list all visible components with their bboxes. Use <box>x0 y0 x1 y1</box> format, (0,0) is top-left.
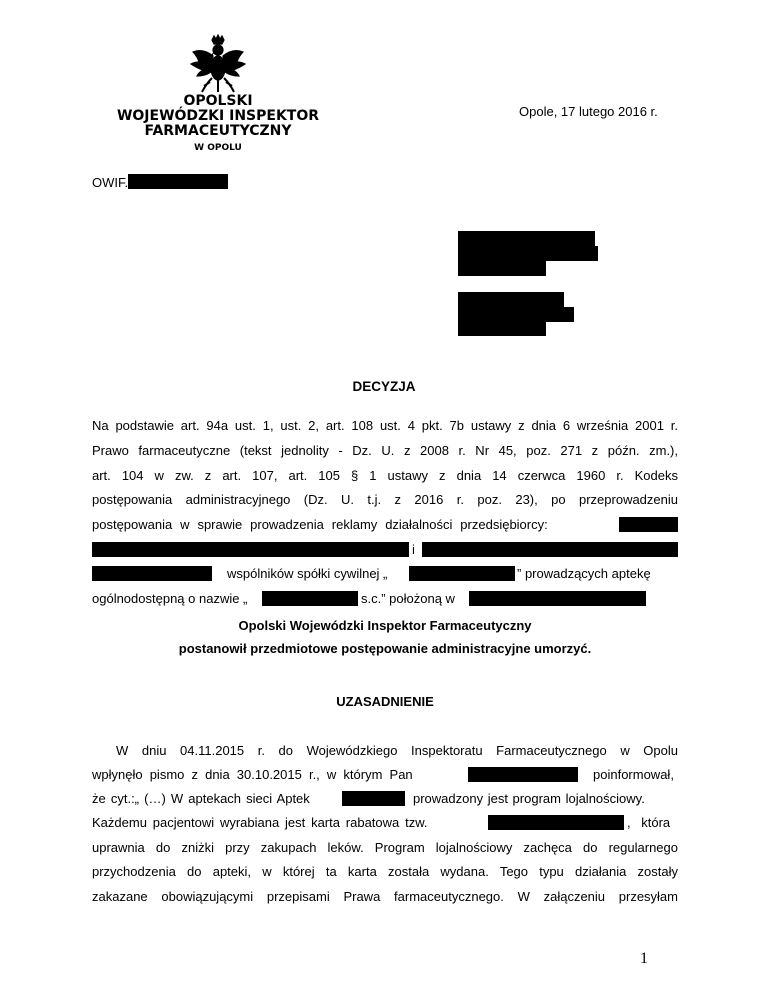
basis-line-5-text: postępowania w sprawie prowadzenia reklamy działalności przedsiębiorcy: <box>92 517 548 532</box>
redaction-block <box>422 542 678 557</box>
justification-line-2a: wpłynęło pismo z dnia 30.10.2015 r., w którym Pan <box>92 767 413 782</box>
justification-title: UZASADNIENIE <box>336 694 434 709</box>
basis-line-7a: wspólników spółki cywilnej „ <box>227 566 388 581</box>
org-name-line1: OPOLSKI <box>183 93 253 109</box>
justification-line-2b: poinformował, <box>593 767 674 782</box>
redaction-block <box>488 815 624 830</box>
redaction-block <box>92 542 409 557</box>
basis-line-3: art. 104 w zw. z art. 107, art. 105 § 1 ustawy z dnia 14 czerwca 1960 r. Kodeks <box>92 468 678 483</box>
justification-line-6: przychodzenia do apteki, w której ta karta została wydana. Tego typu działania zostały <box>92 864 678 879</box>
redaction-block <box>458 246 598 261</box>
justification-line-1: W dniu 04.11.2015 r. do Wojewódzkiego Inspektoratu Farmaceutycznego w Opolu <box>116 743 678 758</box>
document-title: DECYZJA <box>352 379 416 394</box>
redaction-block <box>469 591 646 606</box>
decision-line-1: Opolski Wojewódzki Inspektor Farmaceutyczny <box>238 618 532 633</box>
redaction-block <box>458 307 574 322</box>
basis-line-1: Na podstawie art. 94a ust. 1, ust. 2, art. 108 ust. 4 pkt. 7b ustawy z dnia 6 września 2001 r. <box>92 418 678 433</box>
basis-line-6-conj: i <box>412 542 415 557</box>
redaction-block <box>468 767 578 782</box>
redaction-block <box>458 231 595 247</box>
justification-line-7: zakazane obowiązującymi przepisami Prawa farmaceutycznego. W załączeniu przesyłam <box>92 889 678 904</box>
basis-line-8a: ogólnodostępną o nazwie „ <box>92 591 248 606</box>
redaction-block <box>92 566 212 581</box>
justification-line-3a: że cyt.:„ (…) W aptekach sieci Aptek <box>92 791 310 806</box>
org-name-line2: WOJEWÓDZKI INSPEKTOR <box>116 108 320 124</box>
org-name-line3: FARMACEUTYCZNY <box>144 123 292 139</box>
justification-line-4a: Każdemu pacjentowi wyrabiana jest karta rabatowa tzw. <box>92 815 428 830</box>
page-number: 1 <box>640 950 648 967</box>
basis-line-7b: ” prowadzących aptekę <box>517 566 651 581</box>
decision-line-2: postanowił przedmiotowe postępowanie administracyjne umorzyć. <box>178 641 592 656</box>
redaction-block <box>409 566 515 581</box>
reference-number <box>92 174 228 191</box>
redaction-block <box>342 791 405 806</box>
redaction-block <box>128 174 228 189</box>
basis-line-5 <box>92 517 678 533</box>
date-line: Opole, 17 lutego 2016 r. <box>519 104 658 119</box>
basis-line-2: Prawo farmaceutyczne (tekst jednolity - Dz. U. z 2008 r. Nr 45, poz. 271 z późn. zm.), <box>92 443 678 458</box>
redaction-block <box>458 321 546 336</box>
redaction-block <box>262 591 358 606</box>
basis-line-8b: s.c.” położoną w <box>361 591 455 606</box>
justification-line-4b: , która <box>627 815 671 830</box>
justification-line-5: uprawnia do zniżki przy zakupach leków. Program lojalnościowy zachęca do regularnego <box>92 840 678 855</box>
redaction-block <box>458 261 546 276</box>
org-name-line4: W OPOLU <box>194 143 242 153</box>
redaction-block <box>619 517 678 532</box>
reference-prefix: OWIF. <box>92 175 129 190</box>
basis-line-4: postępowania administracyjnego (Dz. U. t.j. z 2016 r. poz. 23), po przeprowadzeniu <box>92 492 678 507</box>
justification-line-3b: prowadzony jest program lojalnościowy. <box>413 791 645 806</box>
polish-eagle-emblem-icon <box>188 34 248 96</box>
redaction-block <box>458 292 564 308</box>
